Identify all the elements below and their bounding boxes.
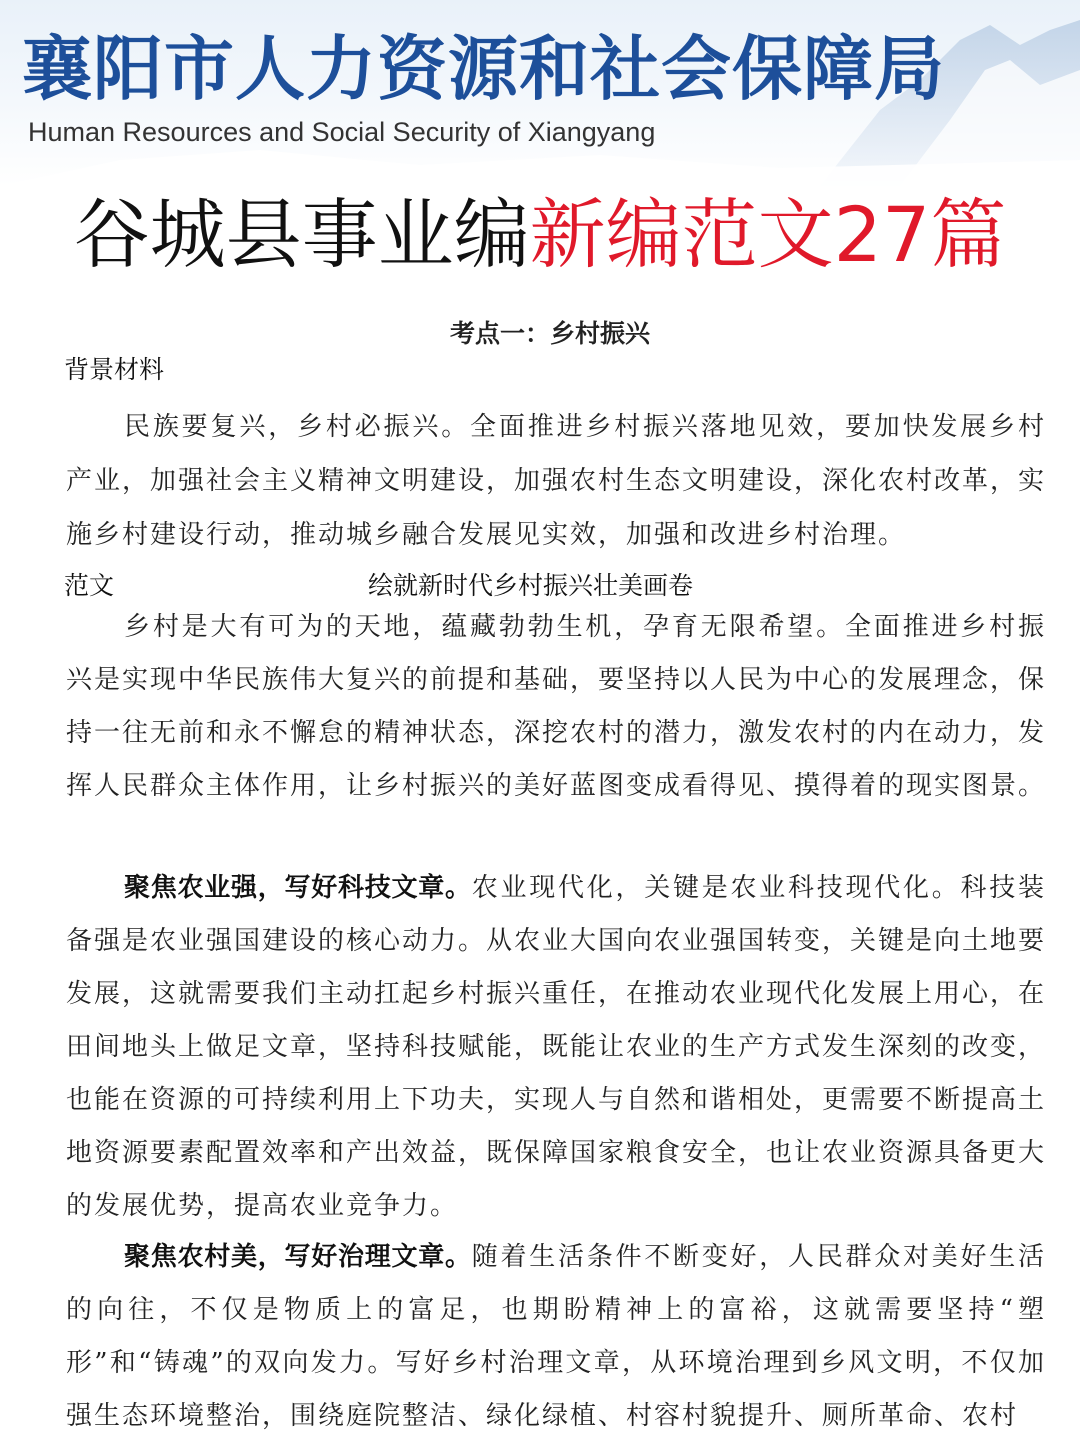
title-part-black: 谷城县事业编 [73,190,530,279]
bureau-name-english: Human Resources and Social Security of Xiangyang [28,117,656,147]
paragraph-lead-governance: 聚焦农村美，写好治理文章。 [124,1242,472,1272]
essay-title: 绘就新时代乡村振兴壮美画卷 [368,571,694,600]
paragraph-body-agriculture: 农业现代化，关键是农业科技现代化。科技装备强是农业强国建设的核心动力。从农业大国向农业强国转变，关键是向土地要发展，这就需要我们主动扛起乡村振兴重任，在推动农业现代化发展上用心，在田间地头上做足文章，坚持科技赋能，既能让农业的生产方式发生深刻的改变，也能在资源的可持续利用上下功夫，实现人与自然和谐相处，更需要不断提高土地资源要素配置效率和产出效益，既保障国家粮食安全，也让农业资源具备更大的发展优势，提高农业竞争力。 [66,873,1047,1221]
page-title [0,190,1080,279]
essay-paragraph-agriculture [66,862,1046,1233]
essay-intro-paragraph: 乡村是大有可为的天地，蕴藏勃勃生机，孕育无限希望。全面推进乡村振兴是实现中华民族伟大复兴的前提和基础，要坚持以人民为中心的发展理念，保持一往无前和永不懈怠的精神状态，深挖农村的潜力，激发农村的内在动力，发挥人民群众主体作用，让乡村振兴的美好蓝图变成看得见、摸得着的现实图景。 [66,612,1047,801]
background-paragraph: 民族要复兴，乡村必振兴。全面推进乡村振兴落地见效，要加快发展乡村产业，加强社会主义精神文明建设，加强农村生态文明建设，深化农村改革，实施乡村建设行动，推动城乡融合发展见实效，加强和改进乡村治理。 [66,412,1047,550]
background-label: 背景材料 [64,355,165,384]
paragraph-lead-agriculture: 聚焦农业强，写好科技文章。 [124,873,472,903]
bureau-name-chinese: 襄阳市人力资源和社会保障局 [22,28,945,110]
header-banner [0,0,1080,186]
topic-heading: 考点一：乡村振兴 [449,319,650,348]
essay-label: 范文 [64,571,115,600]
essay-paragraph-governance [66,1231,1046,1443]
title-part-red: 新编范文27篇 [529,190,1007,279]
paragraph-body-governance: 随着生活条件不断变好，人民群众对美好生活的向往，不仅是物质上的富足，也期盼精神上的富裕，这就需要坚持“塑形”和“铸魂”的双向发力。写好乡村治理文章，从环境治理到乡风文明，不仅加强生态环境整治，围绕庭院整洁、绿化绿植、村容村貌提升、厕所革命、农村 [66,1242,1046,1431]
